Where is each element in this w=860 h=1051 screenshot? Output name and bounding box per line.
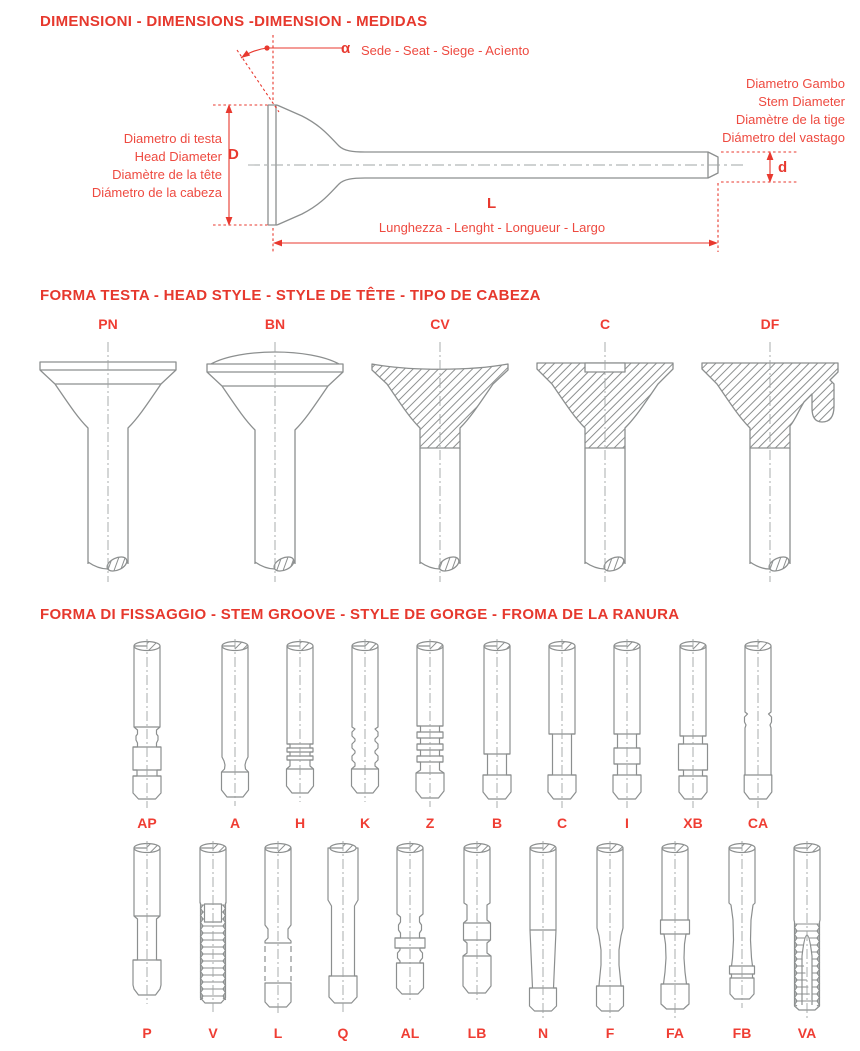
stem-groove-label-z: Z [425, 815, 435, 831]
stem-diameter-line: Stem Diameter [758, 94, 845, 109]
dimensions-section-title: DIMENSIONI - DIMENSIONS -DIMENSION - MEDIDAS [40, 13, 428, 30]
head-style-label-df: DF [760, 316, 780, 332]
head-diameter-line: Diámetro de la cabeza [91, 185, 222, 200]
stem-groove-label-n: N [537, 1025, 549, 1041]
stem-groove-label-va: VA [797, 1025, 817, 1041]
stem-groove-label-fa: FA [666, 1025, 684, 1041]
stem-groove-p-drawing [133, 841, 161, 1004]
stem-groove-label-q: Q [337, 1025, 349, 1041]
stem-groove-label-ap: AP [137, 815, 157, 831]
stem-groove-c-drawing [548, 639, 576, 808]
stem-groove-label-c: C [556, 815, 568, 831]
head-style-label-c: C [599, 316, 611, 332]
stem-groove-a-drawing [222, 639, 249, 806]
head-diameter-line: Diametro di testa [123, 131, 222, 146]
stem-diameter-line: Diámetro del vastago [722, 130, 845, 145]
stem-diameter-label [660, 75, 845, 147]
seat-label: Sede - Seat - Siege - Acìento [361, 43, 530, 58]
head-style-cv-drawing [372, 342, 508, 582]
stem-groove-l-drawing [265, 841, 291, 1016]
head-styles-diagram [40, 342, 838, 582]
stem-groove-fa-drawing [661, 841, 690, 1018]
stem-groove-lb-drawing [463, 841, 491, 1002]
head-diameter-line: Diamètre de la tête [112, 167, 222, 182]
stem-groove-label-f: F [605, 1025, 615, 1041]
stem-groove-b-drawing [483, 639, 511, 808]
stem-groove-k-drawing [352, 639, 379, 802]
stem-groove-h-drawing [287, 639, 314, 802]
head-diameter-label [40, 130, 222, 202]
stem-groove-v-drawing [200, 841, 226, 1012]
stem-groove-label-al: AL [400, 1025, 420, 1041]
stem-groove-q-drawing [328, 841, 358, 1012]
stem-groove-label-ca: CA [747, 815, 769, 831]
stem-groove-ca-drawing [744, 639, 772, 808]
length-label: Lunghezza - Lenght - Longueur - Largo [378, 220, 606, 235]
stem-groove-label-a: A [229, 815, 241, 831]
head-style-c-drawing [537, 342, 673, 582]
head-style-pn-drawing [40, 342, 176, 582]
head-style-label-pn: PN [98, 316, 118, 332]
stem-groove-fb-drawing [729, 841, 755, 1008]
head-diameter-line: Head Diameter [134, 149, 222, 164]
head-diameter-symbol: D [228, 146, 239, 163]
stem-groove-label-k: K [359, 815, 371, 831]
stem-groove-label-l: L [273, 1025, 283, 1041]
stem-groove-xb-drawing [679, 639, 708, 808]
stem-groove-al-drawing [395, 841, 425, 1003]
stem-groove-ap-drawing [133, 639, 161, 808]
head-style-label-cv: CV [430, 316, 450, 332]
stem-groove-label-v: V [208, 1025, 218, 1041]
alpha-angle-symbol: α [341, 40, 351, 57]
stem-diameter-line: Diametro Gambo [746, 76, 845, 91]
head-style-label-bn: BN [264, 316, 286, 332]
stem-groove-label-b: B [491, 815, 503, 831]
stem-groove-label-lb: LB [467, 1025, 487, 1041]
length-symbol: L [487, 195, 497, 212]
stem-groove-i-drawing [613, 639, 641, 808]
stem-groove-z-drawing [416, 639, 444, 807]
stem-diameter-symbol: d [778, 159, 788, 176]
stem-groove-f-drawing [597, 841, 624, 1020]
head-style-bn-drawing [207, 342, 343, 582]
head-style-df-drawing [702, 342, 838, 582]
stem-groove-label-h: H [294, 815, 306, 831]
head-style-section-title: FORMA TESTA - HEAD STYLE - STYLE DE TÊTE - TIPO DE CABEZA [40, 287, 541, 304]
stem-groove-va-drawing [794, 841, 820, 1019]
stem-groove-label-xb: XB [683, 815, 703, 831]
stem-groove-n-drawing [530, 841, 557, 1020]
stem-groove-label-i: I [625, 815, 629, 831]
stem-groove-section-title: FORMA DI FISSAGGIO - STEM GROOVE - STYLE DE GORGE - FROMA DE LA RANURA [40, 606, 680, 623]
stem-groove-label-p: P [142, 1025, 152, 1041]
stem-groove-label-fb: FB [732, 1025, 752, 1041]
stem-diameter-line: Diamètre de la tige [735, 112, 845, 127]
